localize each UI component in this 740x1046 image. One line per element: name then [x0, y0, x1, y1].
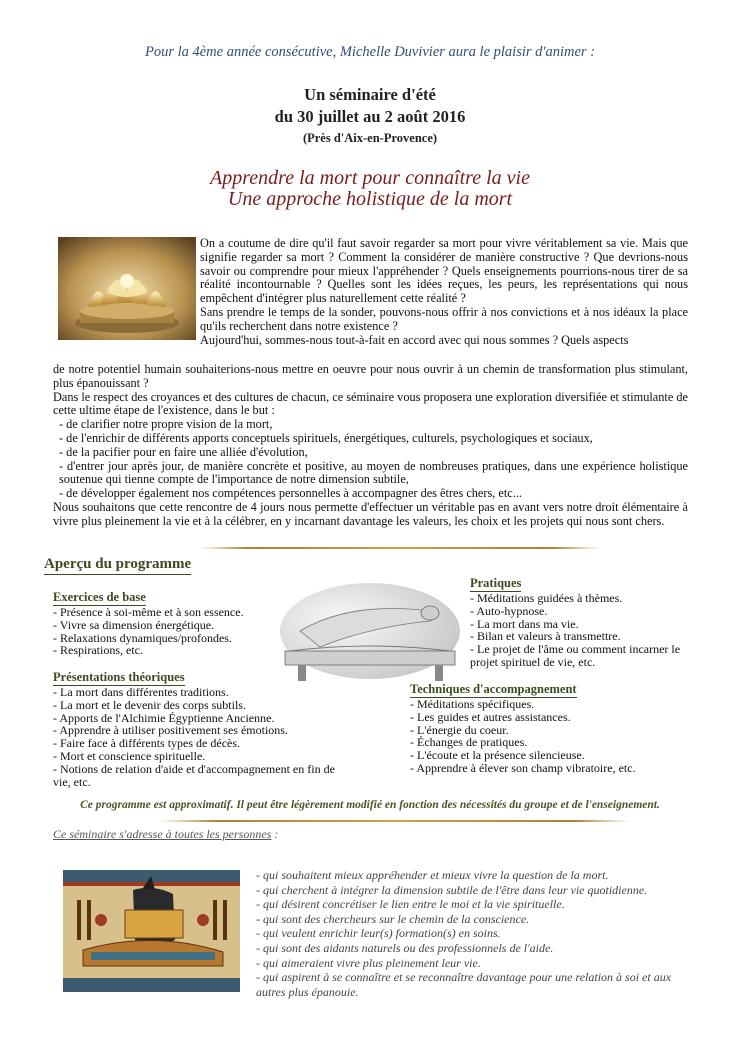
- list-item: - Apports de l'Alchimie Égyptienne Ancienne.: [53, 710, 275, 725]
- goal-bullet-1: - de clarifier notre propre vision de la mort,: [59, 417, 273, 432]
- goal-bullet-2: - de l'enrichir de différents apports conceptuels spirituels, énergétiques, culturels, psychologiques et sociaux,: [59, 430, 593, 445]
- list-item: - La mort dans différentes traditions.: [53, 685, 229, 699]
- list-item: - Apprendre à élever son champ vibratoire, etc.: [410, 760, 636, 775]
- techniques-title: Techniques d'accompagnement: [410, 682, 577, 696]
- seminar-title: [0, 84, 740, 148]
- goal-bullet-5: - de développer également nos compétences personnelles à accompagner des êtres chers, etc...: [59, 486, 522, 501]
- goal-bullet-4: - d'entrer jour après jour, de manière concrète et positive, au moyen de nombreuses pratiques, dans une expérience holistique soutenue qui tienne compte de l'importance de notre dimension subtile,: [59, 458, 688, 487]
- paragraph-4: Dans le respect des croyances et des cultures de chacun, ce séminaire vous proposera une exploration diversifiée et stimulante de cette ultime étape de l'existence, dans le but :: [53, 389, 688, 418]
- list-item: - qui aimeraient vivre plus pleinement leur vie.: [256, 955, 481, 970]
- title-line-1: Un séminaire d'été: [304, 85, 436, 104]
- list-item: - qui aspirent à se connaître et se reconnaître davantage pour une relation à soi et aux autres plus épanouie.: [256, 970, 672, 999]
- list-item: - L'écoute et la présence silencieuse.: [410, 748, 585, 763]
- presentations-title: Présentations théoriques: [53, 670, 185, 684]
- pratiques-list: [470, 592, 705, 669]
- list-item: - Respirations, etc.: [53, 643, 143, 658]
- pratiques-section: [470, 574, 705, 669]
- list-item: - Bilan et valeurs à transmettre.: [470, 629, 621, 644]
- list-item: - Méditations guidées à thèmes.: [470, 591, 623, 605]
- list-item: - La mort et le devenir des corps subtils.: [53, 697, 246, 712]
- audience-title: Ce séminaire s'adresse à toutes les personnes: [53, 827, 272, 841]
- goal-bullet-3: - de la pacifier pour en faire une alliée d'évolution,: [59, 444, 308, 459]
- program-heading: Aperçu du programme: [44, 556, 191, 575]
- title-location: (Près d'Aix-en-Provence): [302, 131, 438, 145]
- intro-line: Pour la 4ème année consécutive, Michelle Duvivier aura le plaisir d'animer :: [144, 44, 596, 60]
- techniques-list: [410, 698, 680, 775]
- list-item: - qui veulent enrichir leur(s) formation(s) en soins.: [256, 926, 501, 941]
- pratiques-title: Pratiques: [470, 576, 522, 590]
- list-item: - qui sont des aidants naturels ou des professionnels de l'aide.: [256, 940, 554, 955]
- audience-list: [256, 868, 696, 999]
- seminar-subtitle: [0, 168, 740, 210]
- program-note: Ce programme est approximatif. Il peut être légèrement modifié en fonction des nécessités du groupe et de l'enseignement.: [80, 799, 660, 811]
- audience-title-suffix: :: [271, 827, 279, 841]
- list-item: - Vivre sa dimension énergétique.: [53, 617, 215, 632]
- list-item: - La mort dans ma vie.: [470, 616, 579, 631]
- subtitle-line-1: Apprendre la mort pour connaître la vie: [210, 167, 530, 189]
- list-item: - qui souhaitent mieux appréhender et mieux vivre la question de la mort.: [256, 868, 609, 882]
- gold-divider: [200, 547, 600, 549]
- list-item: - qui désirent concrétiser le lien entre le moi et la vie spirituelle.: [256, 897, 565, 912]
- techniques-section: [410, 680, 680, 775]
- list-item: - Relaxations dynamiques/profondes.: [53, 630, 232, 645]
- egyptian-fresco-image: [63, 870, 240, 992]
- list-item: - Le projet de l'âme ou comment incarner le projet spirituel de vie, etc.: [470, 642, 681, 669]
- presentations-list: [53, 686, 353, 788]
- list-item: - Les guides et autres assistances.: [410, 709, 571, 724]
- subtitle-line-2: Une approche holistique de la mort: [227, 188, 513, 210]
- audience-heading: [53, 827, 278, 842]
- paragraph-5: Nous souhaitons que cette rencontre de 4 jours nous permette d'effectuer un véritable pas en avant vers notre droit élémentaire à vivre plus pleinement la vie et à la célébrer, en y incarnant davantage les valeurs, les choix et les projets qui nous sont chers.: [53, 499, 688, 528]
- list-item: - Présence à soi-même et à son essence.: [53, 605, 244, 619]
- paragraph-1: On a coutume de dire qu'il faut savoir regarder sa mort pour vivre véritablement sa vie. Mais que signifie regarder sa mort ? Comment la considérer de manière constructive ? Que devrions-nous savoir ou comprendre pour mieux l'appréhender ? Quels enseignements pourrions-nous tirer de sa réalité incontournable ? Quelles sont les idées reçues, les peurs, les représentations qui nous empêchent d'intégrer plus naturellement cette réalité ?: [200, 236, 688, 306]
- list-item: - L'énergie du coeur.: [410, 722, 509, 737]
- list-item: - Faire face à différents types de décès.: [53, 736, 241, 751]
- list-item: - Auto-hypnose.: [470, 603, 548, 618]
- intro-paragraph: [200, 237, 688, 347]
- main-paragraph: [53, 363, 688, 529]
- paragraph-2: Sans prendre le temps de la sonder, pouvons-nous offrir à nos convictions et à nos idéaux la place qu'ils recherchent dans notre existence ?: [200, 304, 688, 333]
- gold-divider: [160, 820, 630, 822]
- list-item: - Apprendre à utiliser positivement ses émotions.: [53, 723, 288, 738]
- reclining-body-image: [280, 581, 465, 685]
- list-item: - Méditations spécifiques.: [410, 697, 535, 711]
- list-item: - Notions de relation d'aide et d'accompagnement en fin de vie, etc.: [53, 761, 335, 789]
- paragraph-3a: Aujourd'hui, sommes-nous tout-à-fait en accord avec qui nous sommes ? Quels aspects: [200, 332, 629, 347]
- list-item: - Échanges de pratiques.: [410, 735, 528, 750]
- list-item: - qui cherchent à intégrer la dimension subtile de l'être dans leur vie quotidienne.: [256, 882, 648, 897]
- list-item: - Mort et conscience spirituelle.: [53, 748, 206, 763]
- list-item: - qui sont des chercheurs sur le chemin de la conscience.: [256, 911, 530, 926]
- exercices-title: Exercices de base: [53, 590, 146, 604]
- presentations-section: [53, 668, 353, 788]
- title-dates: du 30 juillet au 2 août 2016: [274, 107, 466, 126]
- golden-lotus-image: [58, 237, 196, 340]
- paragraph-3b: de notre potentiel humain souhaiterions-nous mettre en oeuvre pour nous ouvrir à un chemin de transformation plus stimulant, plus épanouissant ?: [53, 362, 688, 390]
